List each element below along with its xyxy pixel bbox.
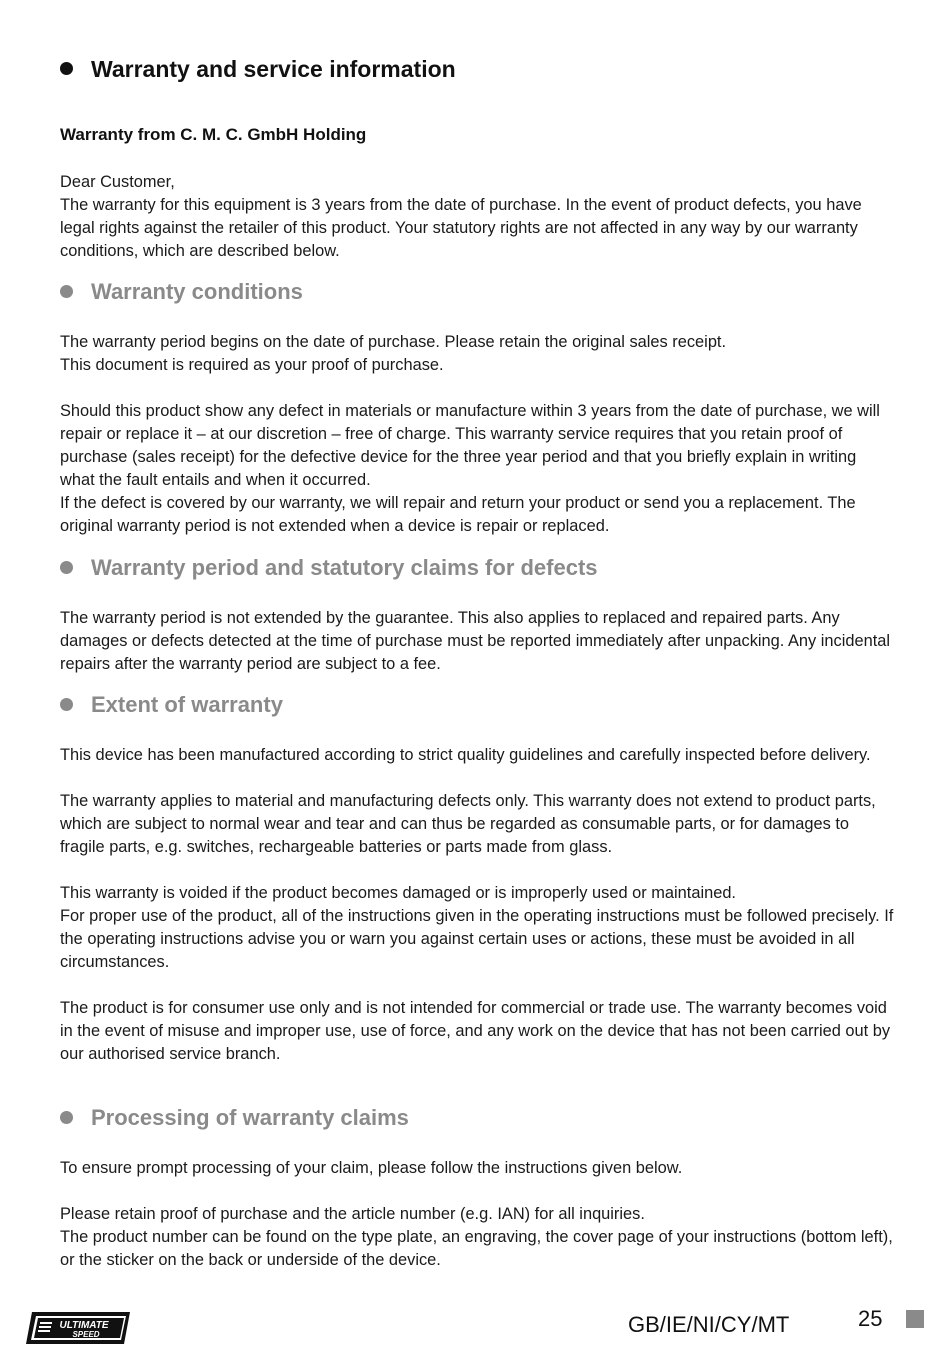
text-line: This warranty is voided if the product becomes damaged or is improperly used or maintained. [60,884,736,902]
region-codes: GB/IE/NI/CY/MT [628,1312,790,1337]
section-title: Warranty period and statutory claims for defects [91,555,598,580]
bullet-icon [60,285,73,298]
text-line: Should this product show any defect in materials or manufacture within 3 years from the date of purchase, we will repair or replace it – at our discretion – free of charge. This warranty service requires that you retain proof of purchase (sales receipt) for the defective device for the three year period and that you briefly explain in writing what the fault entails and when it occurred. [60,402,880,489]
ultimate-speed-logo-icon [24,1310,132,1346]
section-title: Extent of warranty [91,692,283,717]
page-marker-square [906,1310,924,1328]
intro-text: The warranty for this equipment is 3 years from the date of purchase. In the event of product defects, you have legal rights against the retailer of this product. Your statutory rights are not affected in any way by our warranty conditions, which are described below. [60,196,862,260]
section-heading-extent-of-warranty [60,692,283,718]
text-line: Please retain proof of purchase and the article number (e.g. IAN) for all inquiries. [60,1205,645,1223]
text-line: The product number can be found on the type plate, an engraving, the cover page of your instructions (bottom left), or the sticker on the back or underside of the device. [60,1228,893,1269]
paragraph: The warranty applies to material and manufacturing defects only. This warranty does not extend to product parts, which are subject to normal wear and tear and can thus be regarded as consumable parts, or for damages to fragile parts, e.g. switches, rechargeable batteries or parts made from glass. [60,792,876,856]
bullet-icon [60,698,73,711]
bullet-icon [60,62,73,75]
section-heading-warranty-conditions [60,279,303,305]
section-body-warranty-conditions [60,331,895,538]
page-heading [60,56,456,83]
section-heading-warranty-period [60,555,598,581]
text-line: This document is required as your proof of purchase. [60,356,444,374]
paragraph [60,331,895,377]
brand-logo [24,1310,132,1351]
paragraph: The product is for consumer use only and is not intended for commercial or trade use. The warranty becomes void in the event of misuse and improper use, use of force, and any work on the device that has not been carried out by our authorised service branch. [60,999,891,1063]
text-line: For proper use of the product, all of the instructions given in the operating instructions must be followed precisely. If the operating instructions advise you or warn you against certain uses or actions, these must be avoided in all circumstances. [60,907,894,971]
svg-text:ULTIMATE: ULTIMATE [59,1320,109,1331]
intro-block [60,171,895,263]
text-line: If the defect is covered by our warranty, we will repair and return your product or send you a replacement. The original warranty period is not extended when a device is repair or replaced. [60,494,856,535]
bullet-icon [60,561,73,574]
section-body-extent-of-warranty [60,744,895,1066]
text-line: The warranty period begins on the date of purchase. Please retain the original sales receipt. [60,333,727,351]
paragraph [60,1203,895,1272]
paragraph: The warranty period is not extended by the guarantee. This also applies to replaced and repaired parts. Any damages or defects detected at the time of purchase must be reported immediately after unpacking. Any incidental repairs after the warranty period are subject to a fee. [60,609,891,673]
paragraph: This device has been manufactured according to strict quality guidelines and carefully inspected before delivery. [60,746,871,764]
warranty-subtitle: Warranty from C. M. C. GmbH Holding [60,125,367,144]
section-heading-processing-claims [60,1105,409,1131]
page-heading-text: Warranty and service information [91,56,456,82]
page-number: 25 [858,1306,883,1331]
paragraph: To ensure prompt processing of your claim, please follow the instructions given below. [60,1159,683,1177]
section-body-processing-claims [60,1157,895,1272]
paragraph [60,400,895,538]
section-body-warranty-period [60,607,895,676]
bullet-icon [60,1111,73,1124]
salutation: Dear Customer, [60,173,175,191]
section-title: Warranty conditions [91,279,303,304]
svg-text:SPEED: SPEED [72,1330,100,1339]
paragraph [60,882,895,974]
section-title: Processing of warranty claims [91,1105,409,1130]
